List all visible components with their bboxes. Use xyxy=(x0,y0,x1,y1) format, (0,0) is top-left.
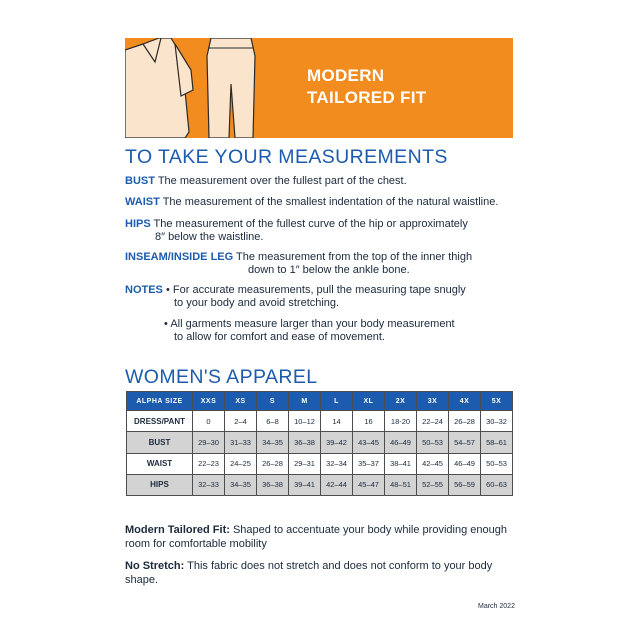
table-cell: 46–49 xyxy=(385,432,417,453)
table-cell: 36–38 xyxy=(257,474,289,495)
notes-item-1-line1: For accurate measurements, pull the measuring tape snugly xyxy=(172,284,466,296)
table-cell: 18-20 xyxy=(385,411,417,432)
table-cell: 32–33 xyxy=(193,474,225,495)
banner-title xyxy=(307,65,426,109)
table-cell: 39–42 xyxy=(321,432,353,453)
table-header-cell: M xyxy=(289,392,321,411)
table-cell: 50–53 xyxy=(417,432,449,453)
table-cell: 48–51 xyxy=(385,474,417,495)
table-cell: 0 xyxy=(193,411,225,432)
banner-title-line2: TAILORED FIT xyxy=(307,88,427,107)
table-cell: 26–28 xyxy=(449,411,481,432)
table-cell: 46–49 xyxy=(449,453,481,474)
notes-definition xyxy=(125,284,466,297)
hips-definition xyxy=(125,218,468,231)
fit-note-line1: Shaped to accentuate your body while providing enough xyxy=(232,524,507,536)
notes-item-1-line2: to your body and avoid stretching. xyxy=(174,297,340,309)
table-cell: 50–53 xyxy=(481,453,513,474)
garment-illustration xyxy=(125,38,305,138)
table-cell: 14 xyxy=(321,411,353,432)
fit-note-label: Modern Tailored Fit: xyxy=(125,524,230,536)
stretch-note-label: No Stretch: xyxy=(125,560,185,572)
table-cell: 29–31 xyxy=(289,453,321,474)
table-cell: 43–45 xyxy=(353,432,385,453)
table-cell: 34–35 xyxy=(257,432,289,453)
table-header-row xyxy=(127,392,513,411)
bust-text: The measurement over the fullest part of the chest. xyxy=(157,175,407,187)
table-header-cell: 5X xyxy=(481,392,513,411)
table-cell: 36–38 xyxy=(289,432,321,453)
inseam-text-line2: down to 1″ below the ankle bone. xyxy=(248,264,410,276)
banner-title-line1: MODERN xyxy=(307,66,385,85)
table-cell: 6–8 xyxy=(257,411,289,432)
table-header-cell: L xyxy=(321,392,353,411)
table-cell: 30–32 xyxy=(481,411,513,432)
table-cell: 58–61 xyxy=(481,432,513,453)
table-row-label: HIPS xyxy=(127,474,193,495)
notes-item-2-line1: All garments measure larger than your body measurement xyxy=(170,318,455,330)
stretch-note-text: This fabric does not stretch and does not conform to your body shape. xyxy=(125,560,493,586)
table-cell: 24–25 xyxy=(225,453,257,474)
table-cell: 42–44 xyxy=(321,474,353,495)
table-cell: 32–34 xyxy=(321,453,353,474)
table-row-dress-pant xyxy=(127,411,513,432)
table-cell: 29–30 xyxy=(193,432,225,453)
bust-term: BUST xyxy=(125,175,155,187)
date-stamp: March 2022 xyxy=(478,603,515,610)
measurements-heading: TO TAKE YOUR MEASUREMENTS xyxy=(125,146,448,168)
table-cell: 26–28 xyxy=(257,453,289,474)
table-cell: 52–55 xyxy=(417,474,449,495)
table-row-bust xyxy=(127,432,513,453)
table-header-cell: XXS xyxy=(193,392,225,411)
table-cell: 45–47 xyxy=(353,474,385,495)
table-header-cell: S xyxy=(257,392,289,411)
waist-definition xyxy=(125,196,498,209)
table-cell: 22–24 xyxy=(417,411,449,432)
notes-bullet-1: • xyxy=(165,284,170,296)
table-cell: 60–63 xyxy=(481,474,513,495)
bust-definition xyxy=(125,175,407,188)
table-header-cell: 2X xyxy=(385,392,417,411)
notes-bullet-2: • xyxy=(164,318,168,330)
header-banner xyxy=(125,38,513,138)
table-cell: 38–41 xyxy=(385,453,417,474)
table-cell: 42–45 xyxy=(417,453,449,474)
table-header-cell: XS xyxy=(225,392,257,411)
hips-text-line1: The measurement of the fullest curve of the hip or approximately xyxy=(153,218,468,230)
fit-note xyxy=(125,523,525,551)
table-row-label: WAIST xyxy=(127,453,193,474)
inseam-term: INSEAM/INSIDE LEG xyxy=(125,251,234,263)
notes-item-2-line2: to allow for comfort and ease of movement. xyxy=(174,331,385,343)
table-cell: 35–37 xyxy=(353,453,385,474)
table-cell: 54–57 xyxy=(449,432,481,453)
womens-apparel-heading: WOMEN'S APPAREL xyxy=(125,366,318,388)
notes-item-2 xyxy=(164,318,455,331)
fit-note-line2: room for comfortable mobility xyxy=(125,538,267,550)
hips-text-line2: 8″ below the waistline. xyxy=(155,231,264,243)
stretch-note xyxy=(125,559,525,587)
table-header-cell: ALPHA SIZE xyxy=(127,392,193,411)
table-cell: 2–4 xyxy=(225,411,257,432)
table-header-cell: 4X xyxy=(449,392,481,411)
table-cell: 16 xyxy=(353,411,385,432)
table-cell: 31–33 xyxy=(225,432,257,453)
table-cell: 10–12 xyxy=(289,411,321,432)
table-row-hips xyxy=(127,474,513,495)
size-chart-table xyxy=(126,391,513,496)
table-cell: 39–41 xyxy=(289,474,321,495)
inseam-text-line1: The measurement from the top of the inner thigh xyxy=(236,251,473,263)
waist-text: The measurement of the smallest indentation of the natural waistline. xyxy=(162,196,499,208)
table-cell: 56–59 xyxy=(449,474,481,495)
table-header-cell: XL xyxy=(353,392,385,411)
table-row-label: DRESS/PANT xyxy=(127,411,193,432)
table-header-cell: 3X xyxy=(417,392,449,411)
hips-term: HIPS xyxy=(125,218,151,230)
waist-term: WAIST xyxy=(125,196,160,208)
notes-term: NOTES xyxy=(125,284,163,296)
table-cell: 22–23 xyxy=(193,453,225,474)
table-cell: 34–35 xyxy=(225,474,257,495)
table-row-label: BUST xyxy=(127,432,193,453)
inseam-definition xyxy=(125,251,472,264)
table-row-waist xyxy=(127,453,513,474)
